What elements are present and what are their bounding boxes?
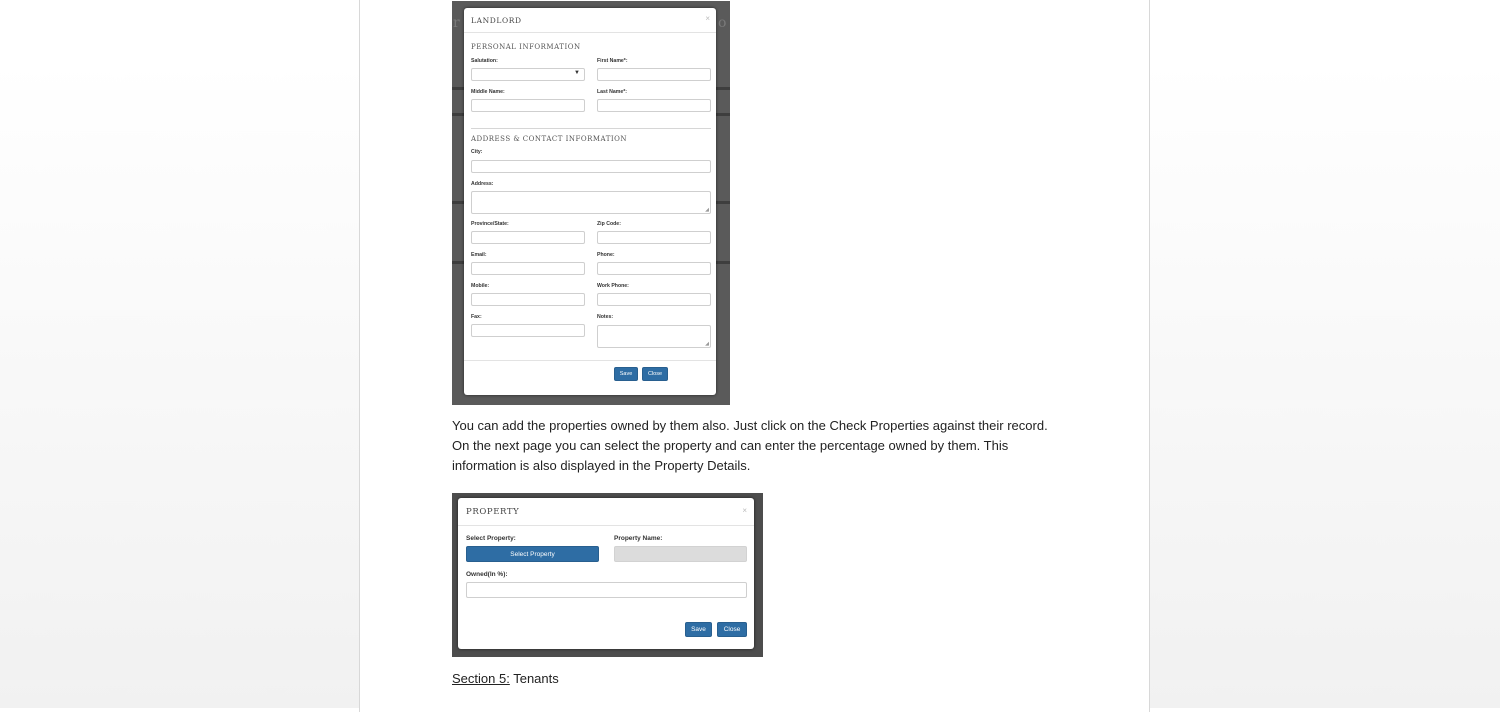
address-section-title: ADDRESS & CONTACT INFORMATION xyxy=(471,135,628,143)
close-button[interactable]: Close xyxy=(717,622,747,637)
paragraph-line: On the next page you can select the property and can enter the percentage owned by them. This xyxy=(452,438,1009,453)
property-modal xyxy=(458,498,754,649)
first-name-label: First Name*: xyxy=(597,58,628,64)
save-button[interactable]: Save xyxy=(685,622,712,637)
last-name-input[interactable] xyxy=(597,99,711,112)
close-icon[interactable]: × xyxy=(705,14,710,23)
address-textarea[interactable] xyxy=(471,191,711,214)
email-input[interactable] xyxy=(471,262,585,275)
address-label: Address: xyxy=(471,181,494,187)
province-input[interactable] xyxy=(471,231,585,244)
phone-label: Phone: xyxy=(597,252,615,258)
section-title: Tenants xyxy=(513,671,559,686)
body-paragraph xyxy=(452,416,1062,476)
province-label: Province/State: xyxy=(471,221,509,227)
section-number: Section 5: xyxy=(452,671,510,686)
property-form-screenshot xyxy=(452,493,763,657)
first-name-input[interactable] xyxy=(597,68,711,81)
property-name-label: Property Name: xyxy=(614,535,663,542)
section-heading xyxy=(452,671,559,686)
salutation-select[interactable] xyxy=(471,68,585,81)
zip-label: Zip Code: xyxy=(597,221,621,227)
modal-title: PROPERTY xyxy=(466,507,520,517)
phone-input[interactable] xyxy=(597,262,711,275)
last-name-label: Last Name*: xyxy=(597,89,627,95)
paragraph-line: information is also displayed in the Property Details. xyxy=(452,458,751,473)
resize-handle-icon[interactable]: ◢ xyxy=(705,207,709,213)
fax-input[interactable] xyxy=(471,324,585,337)
zip-input[interactable] xyxy=(597,231,711,244)
email-label: Email: xyxy=(471,252,487,258)
save-button[interactable]: Save xyxy=(614,367,638,381)
middle-name-input[interactable] xyxy=(471,99,585,112)
owned-percent-label: Owned(In %): xyxy=(466,571,508,578)
paragraph-line: You can add the properties owned by them also. Just click on the Check Properties against their record. xyxy=(452,418,1048,433)
document-page xyxy=(359,0,1150,712)
property-name-input xyxy=(614,546,747,562)
modal-title: LANDLORD xyxy=(471,16,522,25)
notes-textarea[interactable] xyxy=(597,325,711,348)
landlord-modal xyxy=(464,8,716,395)
salutation-label: Salutation: xyxy=(471,58,498,64)
dropdown-arrow-icon: ▼ xyxy=(574,70,580,76)
select-property-button[interactable]: Select Property xyxy=(466,546,599,562)
personal-section-title: PERSONAL INFORMATION xyxy=(471,43,581,51)
mobile-label: Mobile: xyxy=(471,283,490,289)
owned-percent-input[interactable] xyxy=(466,582,747,598)
city-label: City: xyxy=(471,149,483,155)
work-phone-label: Work Phone: xyxy=(597,283,629,289)
landlord-form-screenshot: r o LANDLORD × PERSONAL INFORMATION Salutation: ▼ First Name*: Middle Name: Last Name*: ADDRESS & CONTACT INFORMATION City: Address: ◢ Province/State: Zip Code: Email: Phone: Mobile: Work Phone: Fax: Notes: ◢ Save Close xyxy=(452,1,730,405)
middle-name-label: Middle Name: xyxy=(471,89,505,95)
select-property-label: Select Property: xyxy=(466,535,516,542)
resize-handle-icon[interactable]: ◢ xyxy=(705,341,709,347)
mobile-input[interactable] xyxy=(471,293,585,306)
city-input[interactable] xyxy=(471,160,711,173)
fax-label: Fax: xyxy=(471,314,482,320)
close-button[interactable]: Close xyxy=(642,367,668,381)
close-icon[interactable]: × xyxy=(742,506,747,515)
notes-label: Notes: xyxy=(597,314,614,320)
work-phone-input[interactable] xyxy=(597,293,711,306)
